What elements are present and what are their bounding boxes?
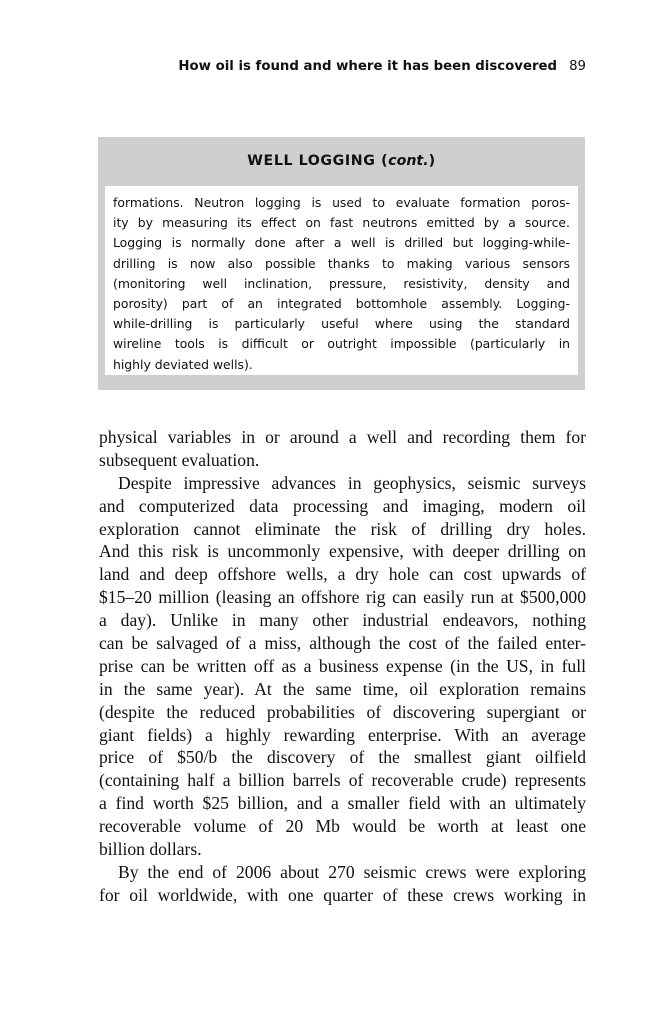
box-title [105, 137, 578, 186]
body-line: And this risk is uncommonly expensive, with deeper drilling on [99, 541, 586, 562]
box-title-paren-close: ) [428, 153, 436, 169]
body-line: $15–20 million (leasing an offshore rig can easily run at $500,000 [99, 587, 586, 608]
running-head [100, 59, 586, 74]
body-line: recoverable volume of 20 Mb would be worth at least one [99, 816, 586, 837]
well-logging-box [98, 137, 585, 390]
body-line: in the same year). At the same time, oil exploration remains [99, 678, 586, 699]
box-body [105, 186, 578, 375]
box-title-cont: cont. [388, 153, 429, 169]
body-line: (containing half a billion barrels of recoverable crude) represents [99, 770, 586, 791]
box-line: drilling is now also possible thanks to making various sensors [113, 255, 570, 271]
box-line: while-drilling is particularly useful where using the standard [113, 316, 570, 332]
body-line: for oil worldwide, with one quarter of these crews working in [99, 884, 586, 905]
body-line: price of $50/b the discovery of the smallest giant oilfield [99, 747, 586, 768]
box-line: highly deviated wells). [113, 356, 253, 372]
body-line: giant fields) a highly rewarding enterprise. With an average [99, 724, 586, 745]
box-line: (monitoring well inclination, pressure, resistivity, density and [113, 275, 570, 291]
body-line: can be salvaged of a miss, although the cost of the failed enter- [99, 633, 586, 654]
running-head-title: How oil is found and where it has been discovered [178, 59, 558, 74]
body-line: billion dollars. [99, 839, 202, 860]
body-line: (despite the reduced probabilities of discovering supergiant or [99, 701, 586, 722]
box-line: formations. Neutron logging is used to evaluate formation poros- [113, 195, 570, 210]
body-line: By the end of 2006 about 270 seismic crews were exploring [118, 861, 586, 882]
body-line: prise can be written off as a business expense (in the US, in full [99, 655, 586, 676]
box-line: wireline tools is difficult or outright impossible (particularly in [113, 336, 570, 352]
box-line: Logging is normally done after a well is drilled but logging-while- [113, 235, 570, 251]
body-line: subsequent evaluation. [99, 449, 260, 470]
body-line: exploration cannot eliminate the risk of drilling dry holes. [99, 518, 586, 539]
body-line: Despite impressive advances in geophysics, seismic surveys [118, 472, 586, 493]
box-line: porosity) part of an integrated bottomhole assembly. Logging- [113, 295, 570, 311]
body-text [99, 426, 586, 907]
body-line: a day). Unlike in many other industrial endeavors, nothing [99, 610, 586, 631]
box-line: ity by measuring its effect on fast neutrons emitted by a source. [113, 215, 570, 231]
body-line: a find worth $25 billion, and a smaller field with an ultimately [99, 793, 586, 814]
body-line: land and deep offshore wells, a dry hole can cost upwards of [99, 564, 586, 585]
body-line: physical variables in or around a well and recording them for [99, 427, 586, 447]
body-line: and computerized data processing and imaging, modern oil [99, 495, 586, 516]
page-number: 89 [569, 59, 586, 74]
box-title-paren-open: ( [381, 153, 389, 169]
box-title-main: WELL LOGGING [247, 153, 376, 169]
